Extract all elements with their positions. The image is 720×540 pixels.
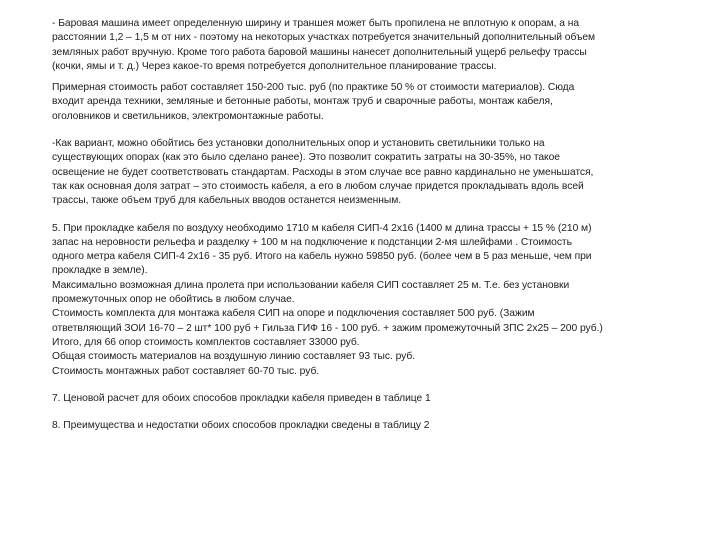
text-line: Примерная стоимость работ составляет 150-200 тыс. руб (по практике 50 % от стоимости материалов). Сюда bbox=[52, 82, 575, 94]
text-line: одного метра кабеля СИП-4 2х16 - 35 руб. Итого на кабель нужно 59850 руб. (более чем в 5 раз меньше, чем при bbox=[52, 251, 592, 263]
paragraph-spacer bbox=[52, 74, 702, 81]
text-line: Максимально возможная длина пролета при использовании кабеля СИП составляет 25 м. Т.е. без установки bbox=[52, 279, 570, 291]
text-line: Стоимость комплекта для монтажа кабеля СИП на опоре и подключения составляет 500 руб. (Зажим bbox=[52, 308, 535, 320]
text-line: 8. Преимущества и недостатки обоих способов прокладки сведены в таблицу 2 bbox=[52, 420, 430, 432]
paragraph-price-calculation bbox=[52, 392, 702, 406]
text-line: - Баровая машина имеет определенную ширину и траншея может быть пропилена не вплотную к опорам, а на bbox=[52, 18, 580, 29]
text-line: 5. При прокладке кабеля по воздуху необходимо 1710 м кабеля СИП-4 2х16 (1400 м длина трассы + 15 % (210 м) bbox=[52, 222, 592, 234]
text-line: существующих опорах (как это было сделано ранее). Это позволит сократить затраты на 30-35%, но такое bbox=[52, 152, 560, 164]
text-line: ответвляющий ЗОИ 16-70 – 2 шт* 100 руб + Гильза ГИФ 16 - 100 руб. + зажим промежуточный ЗПС 2х25 – 200 руб.) bbox=[52, 322, 603, 334]
paragraph-spacer bbox=[52, 406, 702, 419]
paragraph-work-cost bbox=[52, 81, 702, 124]
text-line: Общая стоимость материалов на воздушную линию составляет 93 тыс. руб. bbox=[52, 351, 416, 363]
document-body bbox=[52, 17, 702, 433]
text-line: расстоянии 1,2 – 1,5 м от них - поэтому на некоторых участках потребуется значительный дополнительный объем bbox=[52, 32, 596, 44]
text-line: так как основная доля затрат – это стоимость кабеля, а его в любом случае придется прокладывать вдоль всей bbox=[52, 180, 584, 192]
paragraph-pros-cons bbox=[52, 419, 702, 433]
text-line: входит аренда техники, земляные и бетонные работы, монтаж труб и сварочные работы, монтаж кабеля, bbox=[52, 96, 553, 108]
text-line: запас на неровности рельефа и разделку + 100 м на подключение к подстанции 2-мя шлейфами . Стоимость bbox=[52, 236, 572, 248]
text-line: трассы, также объем труб для кабельных вводов останется неизменным. bbox=[52, 195, 402, 207]
text-line: прокладке в земле). bbox=[52, 265, 148, 277]
paragraph-spacer bbox=[52, 209, 702, 222]
text-line: (кочки, ямы и т. д.) Через какое-то время потребуется дополнительное планирование трассы. bbox=[52, 60, 497, 72]
text-line: земляных работ вручную. Кроме того работа баровой машины нанесет дополнительный ущерб рельефу трассы bbox=[52, 46, 587, 58]
text-line: освещение не будет соответствовать стандартам. Расходы в этом случае все равно кардинально не уменьшатся, bbox=[52, 166, 594, 178]
paragraph-trencher-limitations bbox=[52, 17, 702, 74]
paragraph-spacer bbox=[52, 124, 702, 137]
text-line: 7. Ценовой расчет для обоих способов прокладки кабеля приведен в таблице 1 bbox=[52, 392, 431, 404]
paragraph-alternative-option bbox=[52, 137, 702, 208]
paragraph-aerial-cable bbox=[52, 222, 702, 379]
text-line: Стоимость монтажных работ составляет 60-70 тыс. руб. bbox=[52, 365, 320, 377]
text-line: Итого, для 66 опор стоимость комплектов составляет 33000 руб. bbox=[52, 336, 360, 348]
paragraph-spacer bbox=[52, 379, 702, 392]
text-line: оголовников и светильников, электромонтажные работы. bbox=[52, 110, 324, 122]
text-line: -Как вариант, можно обойтись без установки дополнительных опор и установить светильники только на bbox=[52, 138, 545, 150]
text-line: промежуточных опор не обойтись в любом случае. bbox=[52, 294, 295, 306]
